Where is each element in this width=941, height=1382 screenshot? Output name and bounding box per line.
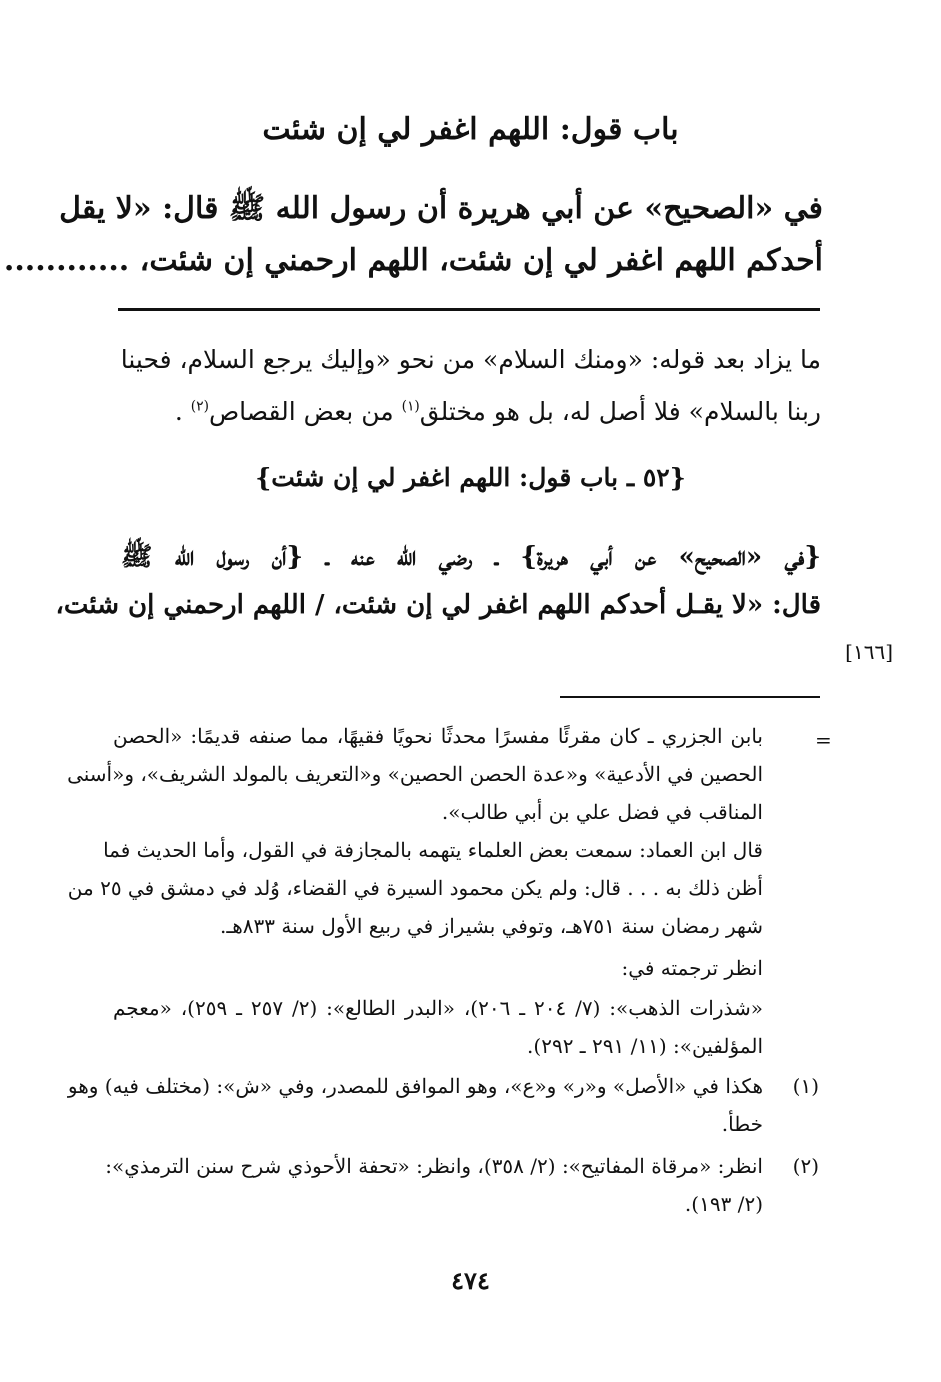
footnote-2-number: (٢) xyxy=(792,1154,819,1178)
footnote-continuation-mark: = xyxy=(815,728,832,752)
footnote-1-line-1: هكذا في «الأصل» و«ر» و«ع»، وهو الموافق للمصدر، وفي «ش»: (مختلف فيه) وهو xyxy=(67,1074,763,1098)
manuscript-folio-marker: [١٦٦] xyxy=(845,640,893,664)
section-heading: {٥٢ ـ باب قول: اللهم اغفر لي إن شئت} xyxy=(255,463,686,492)
matn-separator-rule xyxy=(118,308,820,311)
page-number: ٤٧٤ xyxy=(451,1266,490,1295)
body-line-2-text-c: . xyxy=(174,397,183,426)
body-line-2-text-a: ربنا بالسلام» فلا أصل له، بل هو مختلق xyxy=(419,397,821,426)
footnote-cont-line-7: انظر ترجمته في: xyxy=(621,956,763,980)
footnote-ref-2: (٢) xyxy=(190,398,209,415)
footnote-cont-line-8: «شذرات الذهب»: (٧/ ٢٠٤ ـ ٢٠٦)، «البدر الطالع»: (٢/ ٢٥٧ ـ ٢٥٩)، «معجم xyxy=(113,996,763,1020)
body-line-2 xyxy=(121,397,821,426)
footnote-cont-line-3: المناقب في فضل علي بن أبي طالب». xyxy=(441,800,763,824)
footnote-cont-line-2: الحصين في الأدعية» و«عدة الحصن الحصين» و«التعريف بالمولد الشريف»، و«أسنى xyxy=(67,762,763,786)
section-line-2: قال: «لا يقـل أحدكم اللهم اغفر لي إن شئت، / اللهم ارحمني إن شئت، xyxy=(55,590,821,620)
body-line-2-text-b: من بعض القصاص xyxy=(208,397,394,426)
matn-line-2: أحدكم اللهم اغفر لي إن شئت، اللهم ارحمني إن شئت، ............ xyxy=(3,243,823,278)
matn-line-1: في «الصحيح» عن أبي هريرة أن رسول الله ﷺ قال: «لا يقل xyxy=(59,191,823,226)
section-line-1: {في «الصحيح» عن أبي هريرة} ـ رضي الله عنه ـ {أن رسول الله ﷺ xyxy=(121,542,821,572)
footnote-cont-line-6: شهر رمضان سنة ٧٥١هـ، وتوفي بشيراز في ربيع الأول سنة ٨٣٣هـ. xyxy=(220,914,763,938)
footnote-cont-line-5: أظن ذلك به . . . قال: ولم يكن محمود السيرة في القضاء، وُلد في دمشق في ٢٥ من xyxy=(67,876,763,900)
footnote-2-line-2: (٢/ ١٩٣). xyxy=(684,1192,763,1216)
footnote-separator-rule xyxy=(560,696,820,698)
body-line-1: ما يزاد بعد قوله: «ومنك السلام» من نحو «وإليك يرجع السلام، فحينا xyxy=(120,345,821,374)
footnote-1-number: (١) xyxy=(792,1074,819,1098)
footnote-cont-line-4: قال ابن العماد: سمعت بعض العلماء يتهمه بالمجازفة في القول، وأما الحديث فما xyxy=(103,838,763,862)
footnote-cont-line-1: بابن الجزري ـ كان مقرئًا مفسرًا محدثًا نحويًا فقيهًا، مما صنفه قديمًا: «الحصن xyxy=(113,724,763,748)
footnote-2-line-1: انظر: «مرقاة المفاتيح»: (٢/ ٣٥٨)، وانظر: «تحفة الأحوذي شرح سنن الترمذي»: xyxy=(105,1154,763,1178)
footnote-ref-1: (١) xyxy=(401,398,420,415)
footnote-cont-line-9: المؤلفين»: (١١/ ٢٩١ ـ ٢٩٢). xyxy=(527,1034,763,1058)
footnote-1-line-2: خطأ. xyxy=(721,1112,763,1136)
chapter-title: باب قول: اللهم اغفر لي إن شئت xyxy=(262,112,679,147)
